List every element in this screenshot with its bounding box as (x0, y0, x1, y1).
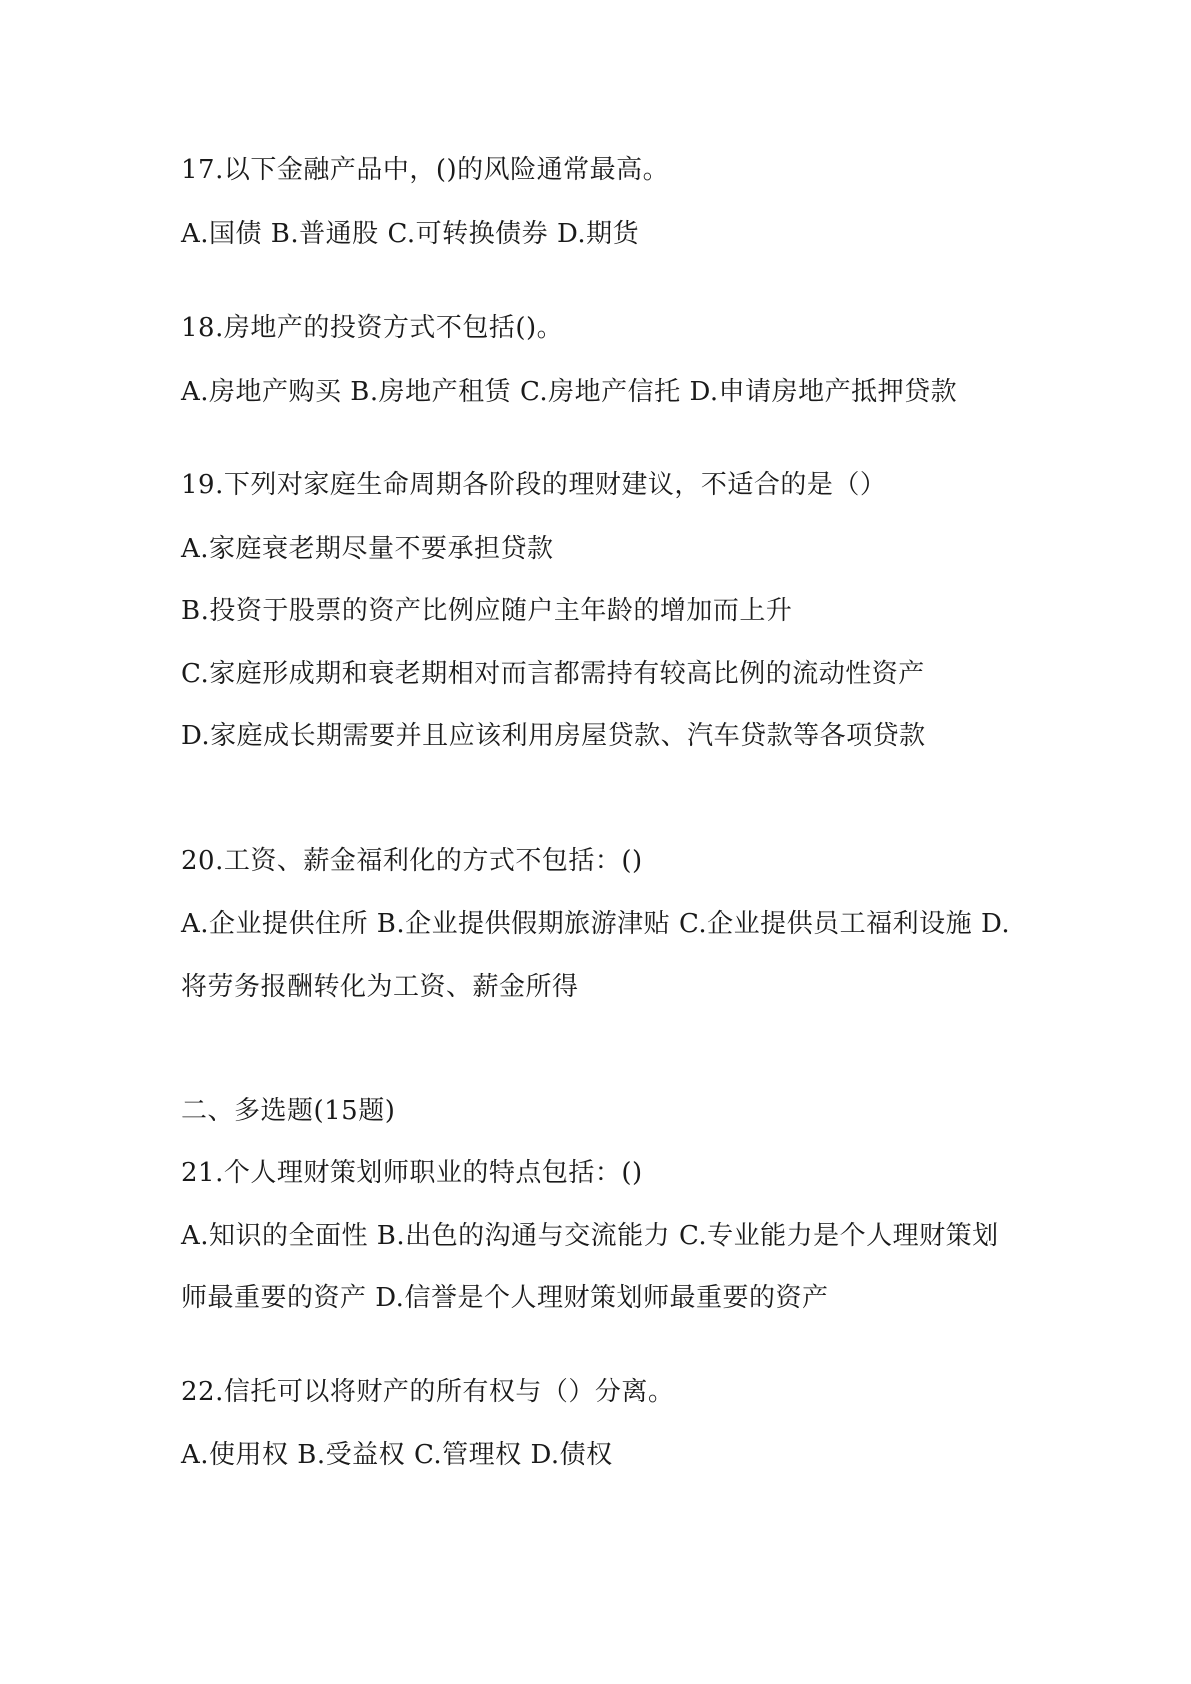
question-20-stem: 20.工资、薪金福利化的方式不包括：() (181, 846, 643, 876)
question-19-option-c: C.家庭形成期和衰老期相对而言都需持有较高比例的流动性资产 (181, 659, 925, 689)
question-22-stem: 22.信托可以将财产的所有权与（）分离。 (181, 1377, 675, 1407)
question-19-option-b: B.投资于股票的资产比例应随户主年龄的增加而上升 (181, 596, 793, 626)
question-19-option-a: A.家庭衰老期尽量不要承担贷款 (181, 534, 554, 564)
question-21-options-line-2: 师最重要的资产 D.信誉是个人理财策划师最重要的资产 (181, 1283, 829, 1313)
question-20-options-line-1: A.企业提供住所 B.企业提供假期旅游津贴 C.企业提供员工福利设施 D. (181, 909, 1011, 939)
question-17-options: A.国债 B.普通股 C.可转换债券 D.期货 (181, 219, 640, 249)
section-heading: 二、多选题(15题) (181, 1096, 396, 1126)
question-18-options: A.房地产购买 B.房地产租赁 C.房地产信托 D.申请房地产抵押贷款 (181, 377, 958, 407)
question-21-stem: 21.个人理财策划师职业的特点包括：() (181, 1158, 643, 1188)
question-17-stem: 17.以下金融产品中，()的风险通常最高。 (181, 155, 670, 185)
question-19-stem: 19.下列对家庭生命周期各阶段的理财建议，不适合的是（） (181, 470, 887, 500)
question-20-options-line-2: 将劳务报酬转化为工资、薪金所得 (181, 972, 579, 1002)
question-19-option-d: D.家庭成长期需要并且应该利用房屋贷款、汽车贷款等各项贷款 (181, 721, 926, 751)
question-18-stem: 18.房地产的投资方式不包括()。 (181, 313, 564, 343)
question-21-options-line-1: A.知识的全面性 B.出色的沟通与交流能力 C.专业能力是个人理财策划 (181, 1221, 999, 1251)
question-22-options: A.使用权 B.受益权 C.管理权 D.债权 (181, 1440, 613, 1470)
